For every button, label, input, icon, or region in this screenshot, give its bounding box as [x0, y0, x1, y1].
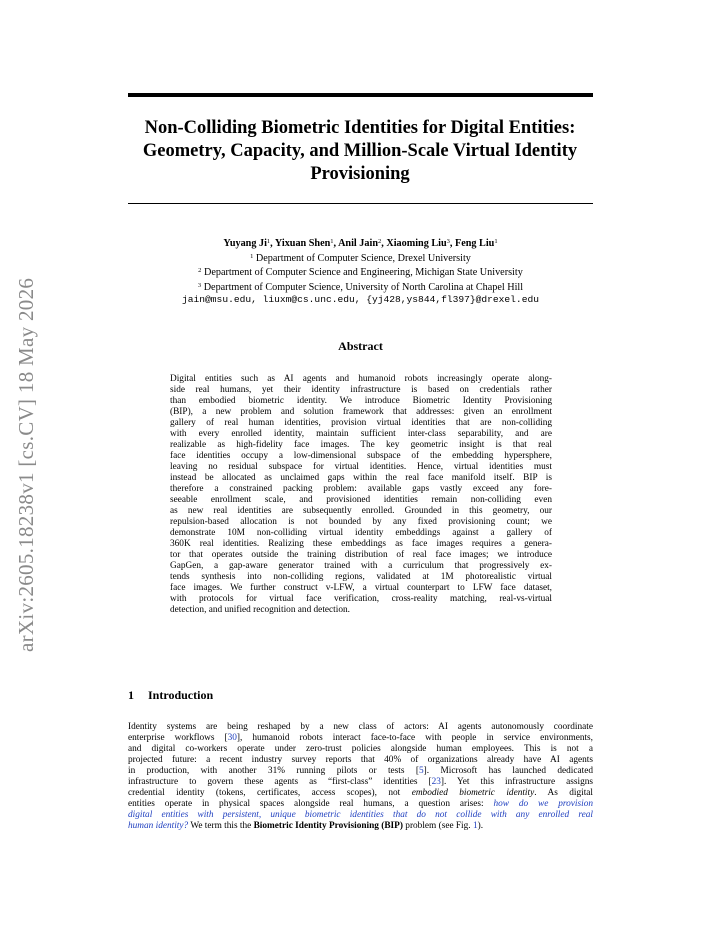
text-run: . As digital — [534, 787, 593, 798]
arxiv-stamp: arXiv:2605.18238v1 [cs.CV] 18 May 2026 — [14, 277, 38, 653]
author-name: Anil Jain — [338, 238, 378, 249]
citation-link[interactable]: 23 — [431, 776, 441, 787]
affiliation-mark: 2 — [378, 238, 382, 245]
author-name: Yuyang Ji — [223, 238, 267, 249]
author-names: Yuyang Ji$^1$, Yixuan Shen$^1$, Anil Jain$^2$, Xiaoming Liu$^3$, Feng Liu$^1$ — [223, 238, 498, 249]
abstract-line: face identities occupy a low-dimensional subspace of the embedding hypersphere, — [170, 450, 552, 461]
abstract-line: realizable as high-fidelity face images. The key geometric insight is that real — [170, 439, 552, 450]
text-line: projected future: a recent industry survey reports that 40% of organizations already have AI agents — [128, 754, 593, 765]
text-run: We term this the — [188, 820, 254, 831]
abstract-line: side real humans, yet their identity infrastructure is based on credentials rather — [170, 384, 552, 395]
title-bottom-rule — [128, 203, 593, 204]
emphasis-text: embodied biometric identity — [411, 787, 535, 798]
emphasis-text: how do we provision — [493, 798, 593, 809]
citation-link[interactable]: 5 — [419, 765, 424, 776]
abstract-line: tends synthesis into non-colliding regions, validated at 1M photorealistic virtual — [170, 571, 552, 582]
bold-term: Biometric Identity Provisioning (BIP) — [253, 820, 403, 831]
abstract-line: tor that operates outside the training distribution of real face images; we introduce — [170, 549, 552, 560]
author-block — [128, 236, 593, 307]
text-line — [128, 821, 593, 832]
section-number: 1 — [128, 688, 134, 702]
abstract-line: seeable enrollment scale, and provisioned identities remain non-colliding even — [170, 494, 552, 505]
abstract-line: gallery of real human identities, provision virtual identities that are non-colliding — [170, 417, 552, 428]
abstract-line: (BIP), a new problem and solution framework that addresses: given an enrollment — [170, 406, 552, 417]
affiliation-text: Department of Computer Science and Engineering, Michigan State University — [201, 267, 523, 278]
text-line: Identity systems are being reshaped by a new class of actors: AI agents autonomously coordinate — [128, 722, 593, 732]
affiliation — [128, 251, 593, 266]
text-line — [128, 733, 593, 744]
emphasis-text: human identity? — [128, 820, 189, 831]
abstract-line: with protocols for virtual face verification, cross-reality matching, real-vs-virtual — [170, 593, 552, 604]
text-line — [128, 810, 593, 821]
abstract-line: GapGen, a gap-aware generator trained with a curriculum that progressively ex- — [170, 560, 552, 571]
text-run: in production, with another 31% running pilots or tests [ — [128, 765, 420, 776]
affiliation — [128, 265, 593, 280]
affiliation-mark: 1 — [266, 238, 271, 245]
text-line — [128, 766, 593, 777]
figure-link[interactable]: 1 — [472, 820, 478, 831]
abstract-line: demonstrate 10M non-colliding virtual identity embeddings against a gallery of — [170, 527, 552, 538]
abstract-heading: Abstract — [338, 339, 383, 353]
abstract-line: leaving no residual subspace for virtual identities. Hence, virtual identities must — [170, 461, 552, 472]
affiliation-text: Department of Computer Science, Drexel University — [253, 252, 471, 264]
abstract-line: instead be allocated as unclaimed gaps within the real face manifold itself. BIP is — [170, 472, 552, 483]
intro-paragraph — [128, 722, 593, 832]
author-name: Feng Liu — [454, 238, 495, 249]
abstract-line: Digital entities such as AI agents and humanoid robots increasingly operate along- — [170, 374, 552, 384]
abstract-line: as new real identities are subsequently enrolled. Grounded in this geometry, our — [170, 505, 552, 516]
text-line — [128, 788, 593, 799]
abstract-line: face images. We further construct v-LFW, a virtual counterpart to LFW face dataset, — [170, 582, 552, 593]
text-run: entities operate in physical spaces alongside real humans, a question arises: — [128, 798, 494, 809]
text-line: and digital co-workers operate under zero-trust policies alongside human employees. This is not a — [128, 743, 593, 754]
text-run: credential identity (tokens, certificates, access scopes), not — [128, 787, 412, 798]
title-line: Non-Colliding Biometric Identities for Digital Entities: — [144, 118, 576, 138]
affiliation-mark: 2 — [198, 267, 202, 274]
affiliation-mark: 1 — [330, 238, 334, 245]
affiliation-mark: 3 — [446, 238, 450, 245]
abstract-line: detection, and unified recognition and detection. — [170, 604, 350, 615]
title-line: Provisioning — [310, 164, 410, 184]
affiliation-mark: 3 — [197, 281, 202, 289]
text-line — [128, 799, 593, 810]
section-title: Introduction — [148, 688, 214, 702]
text-run: ]. Microsoft has launched dedicated — [423, 765, 593, 776]
abstract-line: 360K real identities. Realizing these embeddings as face images requires a genera- — [170, 538, 552, 549]
abstract-line: than embodied biometric identity. We introduce Biometric Identity Provisioning — [170, 395, 552, 406]
text-run: enterprise workflows [ — [128, 732, 228, 743]
abstract-line: with every enrolled identity, maintain sufficient inter-class separability, and are — [170, 428, 552, 439]
citation-link[interactable]: 30 — [227, 732, 237, 743]
affiliation-mark: 1 — [494, 238, 498, 245]
section-heading — [128, 688, 213, 703]
paper-title — [115, 117, 605, 186]
text-line — [128, 777, 593, 788]
affiliation-text: Department of Computer Science, University of North Carolina at Chapel Hill — [201, 281, 524, 293]
affiliation — [128, 280, 593, 295]
text-run: ). — [477, 820, 484, 831]
text-run: infrastructure to govern these agents as “first-class” identities [ — [128, 776, 432, 787]
text-run: ]. Yet this infrastructure assigns — [440, 776, 593, 787]
emphasis-text: digital entities with persistent, unique biometric identities that do not collide with any enrolled real — [128, 809, 593, 820]
affiliation-mark: 1 — [250, 252, 254, 260]
title-top-rule — [128, 93, 593, 97]
abstract-line: repulsion-based allocation is not bounded by any fixed provisioning count; we — [170, 516, 552, 527]
abstract-text — [170, 374, 552, 616]
abstract-line: therefore a constrained packing problem: available gaps vastly exceed any fore- — [170, 483, 552, 494]
author-name: Yixuan Shen — [274, 238, 331, 249]
author-name: Xiaoming Liu — [386, 238, 447, 249]
text-run: ], humanoid robots interact face-to-face with people in service environments, — [236, 732, 593, 743]
text-run: problem (see Fig. — [402, 820, 473, 831]
author-emails: jain@msu.edu, liuxm@cs.unc.edu, {yj428,ys844,fl397}@drexel.edu — [182, 294, 539, 305]
title-line: Geometry, Capacity, and Million-Scale Virtual Identity — [142, 141, 578, 161]
